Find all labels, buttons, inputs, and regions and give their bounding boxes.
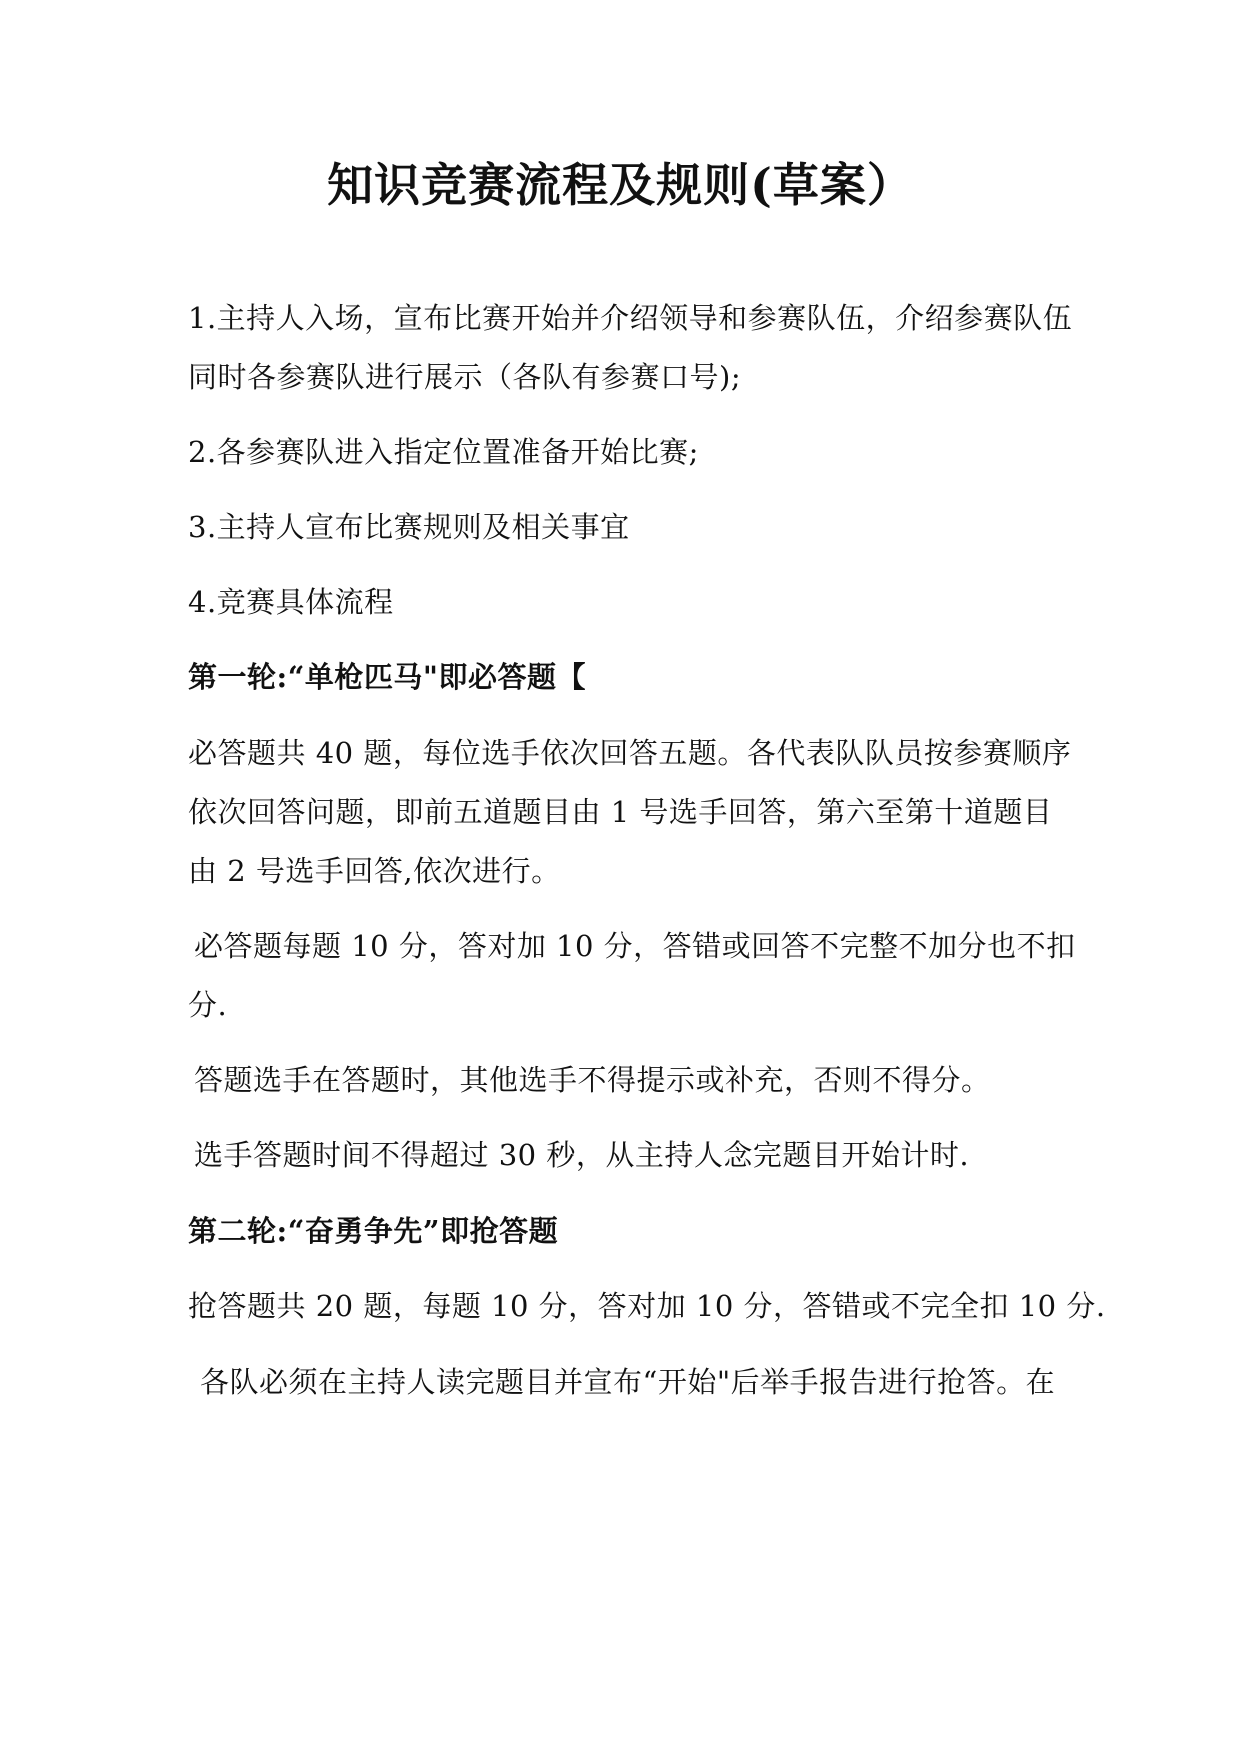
round-1-paragraph-1-line-2: 依次回答问题，即前五道题目由 1 号选手回答，第六至第十道题目 bbox=[188, 795, 1053, 829]
round-1-rule-no-hints: 答题选手在答题时，其他选手不得提示或补充，否则不得分。 bbox=[194, 1063, 991, 1097]
round-1-scoring-line-1: 必答题每题 10 分，答对加 10 分，答错或回答不完整不加分也不扣 bbox=[194, 929, 1076, 963]
step-3: 3.主持人宣布比赛规则及相关事宜 bbox=[188, 510, 630, 544]
step-1-line-2: 同时各参赛队进行展示（各队有参赛口号); bbox=[188, 360, 742, 394]
round-1-paragraph-1-line-3: 由 2 号选手回答,依次进行。 bbox=[188, 854, 561, 888]
round-1-paragraph-1-line-1: 必答题共 40 题，每位选手依次回答五题。各代表队队员按参赛顺序 bbox=[188, 736, 1072, 770]
round-2-scoring: 抢答题共 20 题，每题 10 分，答对加 10 分，答错或不完全扣 10 分. bbox=[188, 1289, 1106, 1323]
step-4: 4.竞赛具体流程 bbox=[188, 585, 394, 619]
document-title: 知识竞赛流程及规则(草案） bbox=[327, 158, 914, 212]
step-1-line-1: 1.主持人入场，宣布比赛开始并介绍领导和参赛队伍，介绍参赛队伍 bbox=[188, 301, 1073, 335]
round-1-scoring-line-2: 分. bbox=[188, 988, 228, 1022]
round-2-rule-line-1: 各队必须在主持人读完题目并宣布“开始"后举手报告进行抢答。在 bbox=[200, 1365, 1056, 1399]
step-2: 2.各参赛队进入指定位置准备开始比赛; bbox=[188, 435, 699, 469]
round-1-heading: 第一轮:“单枪匹马"即必答题【 bbox=[188, 660, 586, 694]
round-2-heading: 第二轮:“奋勇争先”即抢答题 bbox=[188, 1214, 559, 1248]
round-1-rule-time-limit: 选手答题时间不得超过 30 秒，从主持人念完题目开始计时. bbox=[194, 1138, 970, 1172]
